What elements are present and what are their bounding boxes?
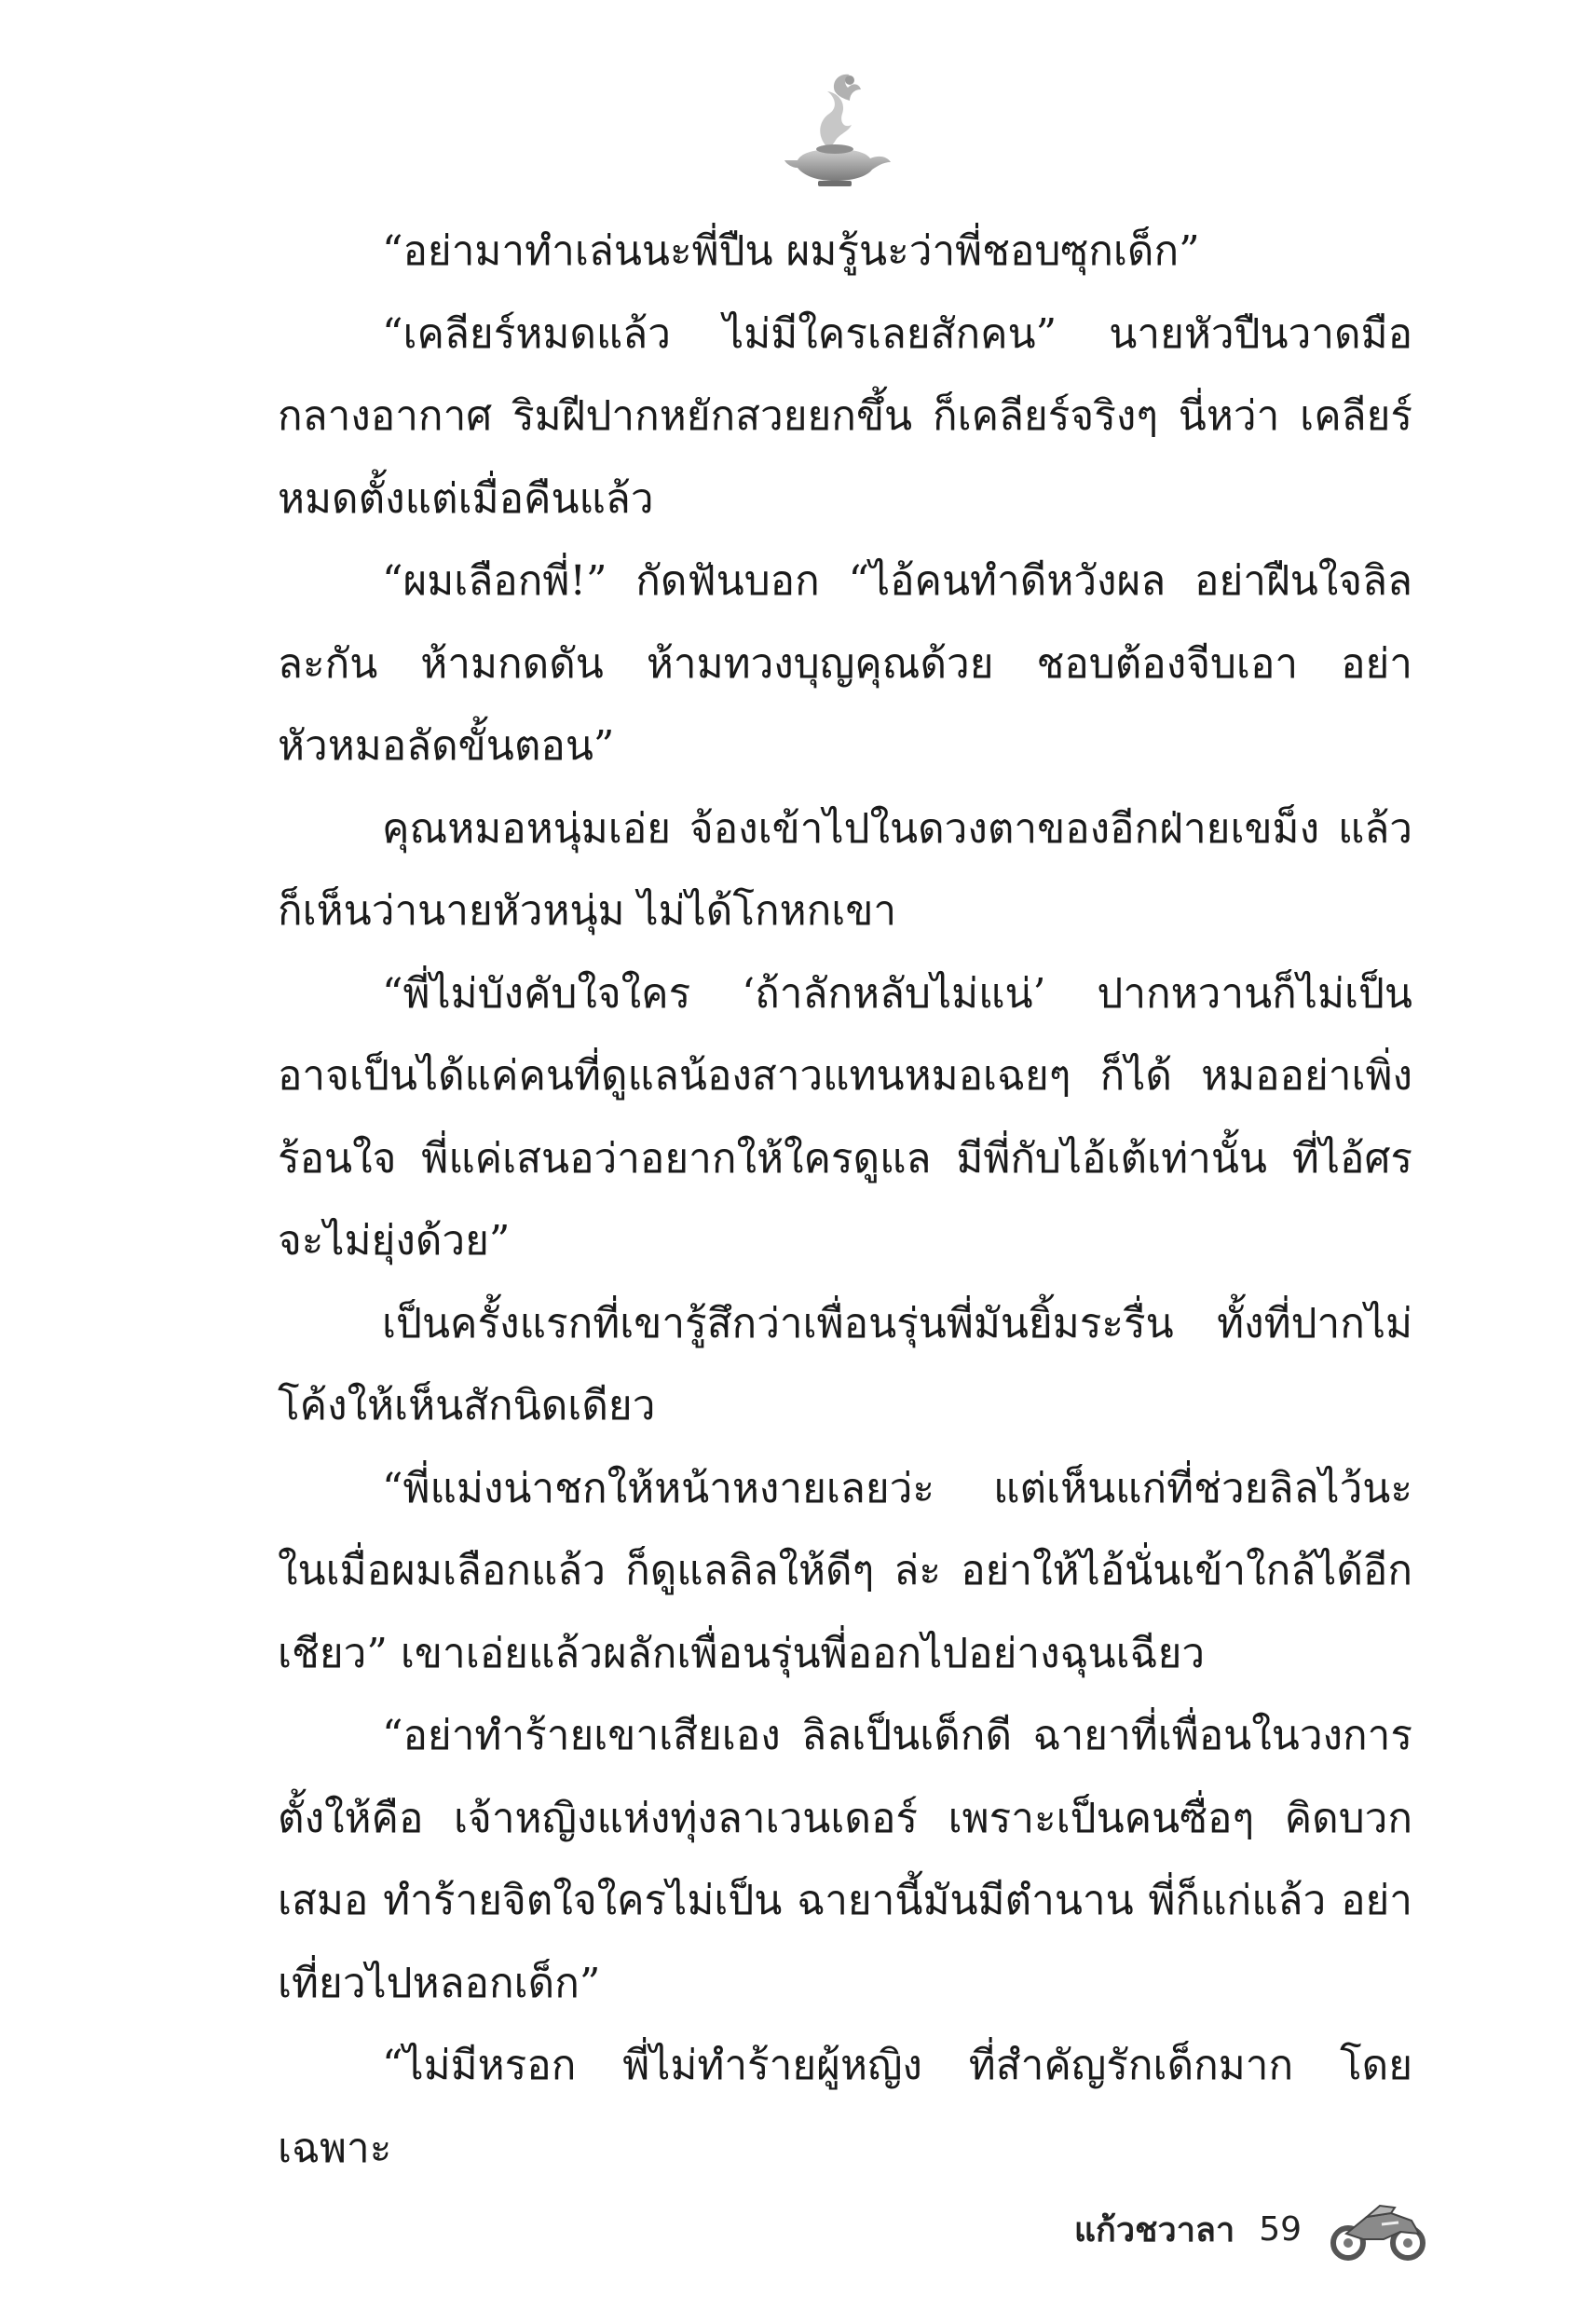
paragraph: คุณหมอหนุ่มเอ่ย จ้องเข้าไปในดวงตาของอีกฝ่ายเขม็ง แล้วก็เห็นว่านายหัวหนุ่ม ไม่ได้โกหกเขา [278, 804, 1412, 935]
paragraph: “อย่ามาทำเล่นนะพี่ปืน ผมรู้นะว่าพี่ชอบซุกเด็ก” [382, 227, 1200, 275]
page-number: 59 [1259, 2209, 1302, 2249]
paragraph: “พี่ไม่บังคับใจใคร ‘ถ้าลักหลับไม่แน่’ ปากหวานก็ไม่เป็น อาจเป็นได้แค่คนที่ดูแลน้องสาวแทนหมอเฉยๆ ก็ได้ หมออย่าเพิ่งร้อนใจ พี่แค่เสนอว่าอยากให้ใครดูแล มีพี่กับไอ้เต้เท่านั้น ที่ไอ้ศรจะไม่ยุ่งด้วย” [278, 969, 1412, 1265]
page-footer [1074, 2192, 1428, 2266]
paragraph: “เคลียร์หมดแล้ว ไม่มีใครเลยสักคน” นายหัวปืนวาดมือกลางอากาศ ริมฝีปากหยักสวยยกขึ้น ก็เคลียร์จริงๆ นี่หว่า เคลียร์หมดตั้งแต่เมื่อคืนแล้ว [278, 309, 1412, 523]
motorcycle-icon [1326, 2196, 1428, 2262]
book-title: แก้วชวาลา [1073, 2210, 1235, 2249]
paragraph: เป็นครั้งแรกที่เขารู้สึกว่าเพื่อนรุ่นพี่มันยิ้มระรื่น ทั้งที่ปากไม่โค้งให้เห็นสักนิดเดียว [278, 1299, 1412, 1429]
paragraph: “พี่แม่งน่าชกให้หน้าหงายเลยว่ะ แต่เห็นแก่ที่ช่วยลิลไว้นะ ในเมื่อผมเลือกแล้ว ก็ดูแลลิลให้ดีๆ ล่ะ อย่าให้ไอ้นั่นเข้าใกล้ได้อีกเชียว” เขาเอ่ยแล้วผลักเพื่อนรุ่นพี่ออกไปอย่างฉุนเฉียว [278, 1464, 1412, 1677]
genie-lamp-icon [770, 63, 900, 194]
body-text [278, 211, 1412, 2190]
paragraph: “อย่าทำร้ายเขาเสียเอง ลิลเป็นเด็กดี ฉายาที่เพื่อนในวงการตั้งให้คือ เจ้าหญิงแห่งทุ่งลาเวนเดอร์ เพราะเป็นคนซื่อๆ คิดบวกเสมอ ทำร้ายจิตใจใครไม่เป็น ฉายานี้มันมีตำนาน พี่ก็แก่แล้ว อย่าเที่ยวไปหลอกเด็ก” [278, 1712, 1412, 2007]
paragraph: “ไม่มีหรอก พี่ไม่ทำร้ายผู้หญิง ที่สำคัญรักเด็กมาก โดยเฉพาะ [278, 2042, 1412, 2172]
paragraph: “ผมเลือกพี่!” กัดฟันบอก “ไอ้คนทำดีหวังผล อย่าฝืนใจลิลละกัน ห้ามกดดัน ห้ามทวงบุญคุณด้วย ชอบต้องจีบเอา อย่าหัวหมอลัดขั้นตอน” [278, 557, 1412, 770]
